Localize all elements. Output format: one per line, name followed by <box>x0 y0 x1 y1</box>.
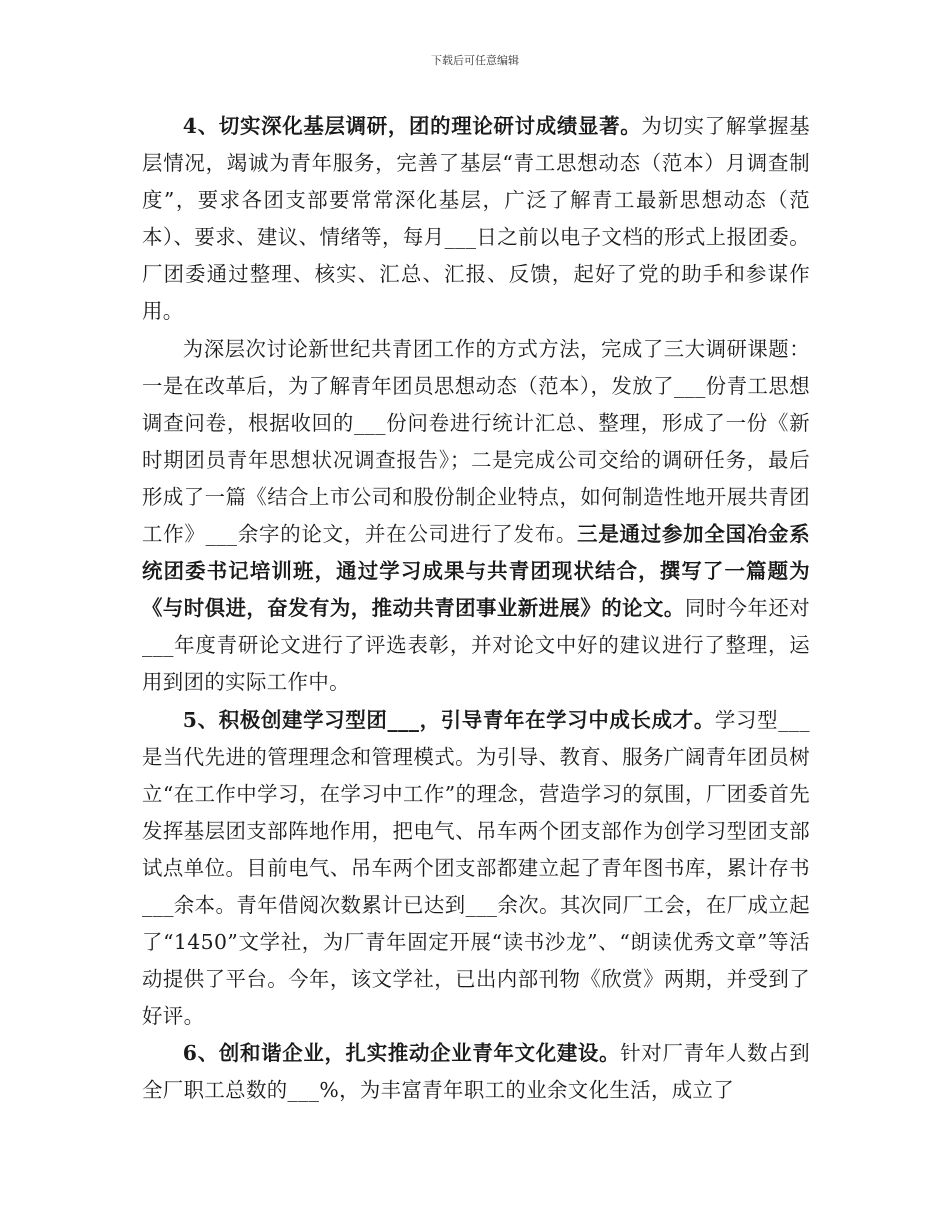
paragraph-4-heading: 6、创和谐企业，扎实推动企业青年文化建设。 <box>182 1041 621 1066</box>
paragraph-1-heading: 4、切实深化基层调研，团的理论研讨成绩显著。 <box>182 114 642 138</box>
paragraph-2-text: 为深层次讨论新世纪共青团工作的方式方法，完成了三大调研课题：一是在改革后，为了解青年团员思想动态（范本），发放了___份青工思想调查问卷，根据收回的___份问卷进行统计汇总、整理，形成了一份《新时期团员青年思想状况调查报告》；二是完成公司交给的调研任务，最后形成了一篇《结合上市公司和股份制企业特点，如何制造性地开展共青团工作》___余字的论文，并在公司进行了发布。 <box>142 336 810 547</box>
paragraph-1-text: 为切实了解掌握基层情况，竭诚为青年服务，完善了基层“青工思想动态（范本）月调查制度”，要求各团支部要常常深化基层，广泛了解青工最新思想动态（范本）、要求、建议、情绪等，每月___日之前以电子文档的形式上报团委。厂团委通过整理、核实、汇总、汇报、反馈，起好了党的助手和参谋作用。 <box>142 114 810 324</box>
paragraph-3-heading: 5、积极创建学习型团___，引导青年在学习中成长成才。 <box>182 707 715 732</box>
paragraph-1 <box>142 108 810 331</box>
paragraph-4 <box>142 1035 810 1109</box>
document-body <box>142 108 810 1110</box>
page-header: 下载后可任意编辑 <box>431 54 519 67</box>
paragraph-4-text: 针对厂青年人数占到全厂职工总数的___%，为丰富青年职工的业余文化生活，成立了 <box>142 1041 810 1103</box>
paragraph-2 <box>142 331 810 702</box>
paragraph-2-bold-sentence: 三是通过参加全国冶金系统团委书记培训班，通过学习成果与共青团现状结合，撰写了一篇题为《与时俱进，奋发有为，推动共青团事业新进展》的论文。 <box>142 522 810 621</box>
paragraph-3 <box>142 702 810 1036</box>
paragraph-2-tail: 同时今年还对___年度青研论文进行了评选表彰，并对论文中好的建议进行了整理，运用到团的实际工作中。 <box>142 596 810 695</box>
paragraph-3-text: 学习型___是当代先进的管理理念和管理模式。为引导、教育、服务广阔青年团员树立“在工作中学习，在学习中工作”的理念，营造学习的氛围，厂团委首先发挥基层团支部阵地作用，把电气、吊车两个团支部作为创学习型团支部试点单位。目前电气、吊车两个团支部都建立起了青年图书库，累计存书___余本。青年借阅次数累计已达到___余次。其次同厂工会，在厂成立起了“1450”文学社，为厂青年固定开展“读书沙龙”、“朗读优秀文章”等活动提供了平台。今年，该文学社，已出内部刊物《欣赏》两期，并受到了好评。 <box>142 707 810 1029</box>
